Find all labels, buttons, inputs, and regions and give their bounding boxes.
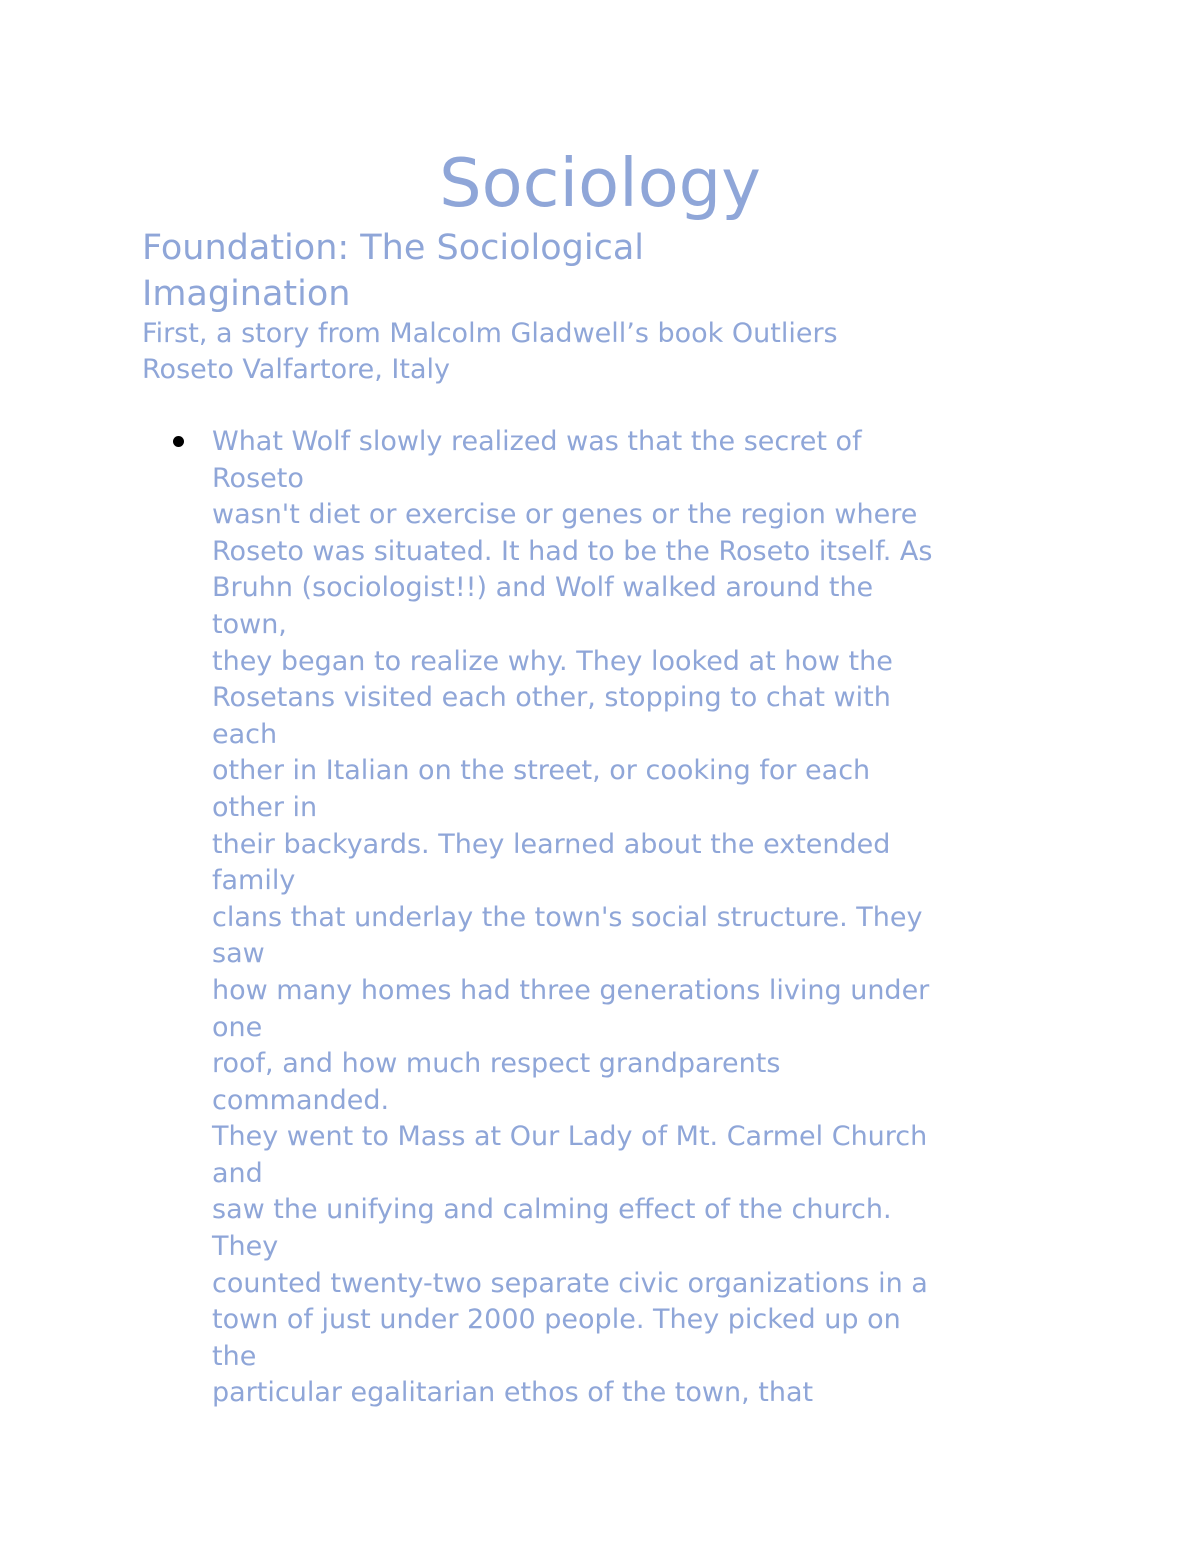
bullet-line: Roseto was situated. It had to be the Roseto itself. As bbox=[212, 535, 933, 567]
bullet-line: they began to realize why. They looked at how the bbox=[212, 645, 893, 677]
section-heading: Foundation: The Sociological Imagination bbox=[142, 228, 645, 314]
bullet-line: They bbox=[212, 1231, 279, 1263]
bullet-line: clans that underlay the town's social structure. They bbox=[212, 901, 923, 933]
bullet-list bbox=[212, 424, 1062, 1412]
bullet-line: Bruhn (sociologist!!) and Wolf walked around the bbox=[212, 572, 874, 604]
intro-block bbox=[142, 316, 1102, 388]
bullet-line: how many homes had three generations living under bbox=[212, 974, 930, 1006]
bullet-line: and bbox=[212, 1157, 263, 1189]
document-title: Sociology bbox=[439, 144, 761, 222]
bullet-line: town of just under 2000 people. They picked up on bbox=[212, 1304, 901, 1336]
bullet-line: Rosetans visited each other, stopping to chat with bbox=[212, 682, 891, 714]
bullet-dot-icon bbox=[173, 436, 184, 447]
bullet-line: Roseto bbox=[212, 462, 304, 494]
bullet-line: town, bbox=[212, 608, 287, 640]
bullet-line: their backyards. They learned about the extended bbox=[212, 828, 891, 860]
bullet-line: wasn't diet or exercise or genes or the region where bbox=[212, 499, 918, 531]
bullet-line: other in Italian on the street, or cooking for each bbox=[212, 755, 871, 787]
bullet-line: What Wolf slowly realized was that the secret of bbox=[212, 426, 862, 457]
bullet-line: counted twenty-two separate civic organizations in a bbox=[212, 1267, 928, 1299]
intro-line: Roseto Valfartore, Italy bbox=[142, 354, 450, 385]
bullet-line: They went to Mass at Our Lady of Mt. Carmel Church bbox=[212, 1121, 928, 1153]
bullet-line: saw bbox=[212, 938, 265, 970]
bullet-line: family bbox=[212, 865, 296, 897]
bullet-line: roof, and how much respect grandparents bbox=[212, 1048, 781, 1080]
bullet-line: saw the unifying and calming effect of the church. bbox=[212, 1194, 892, 1226]
bullet-line: one bbox=[212, 1011, 263, 1043]
intro-line: First, a story from Malcolm Gladwell’s book Outliers bbox=[142, 318, 838, 349]
bullet-line: particular egalitarian ethos of the town, that bbox=[212, 1377, 814, 1409]
bullet-line: each bbox=[212, 718, 278, 750]
bullet-line: the bbox=[212, 1340, 257, 1372]
bullet-item bbox=[212, 424, 1062, 1412]
bullet-line: other in bbox=[212, 791, 318, 823]
bullet-line: commanded. bbox=[212, 1084, 390, 1116]
